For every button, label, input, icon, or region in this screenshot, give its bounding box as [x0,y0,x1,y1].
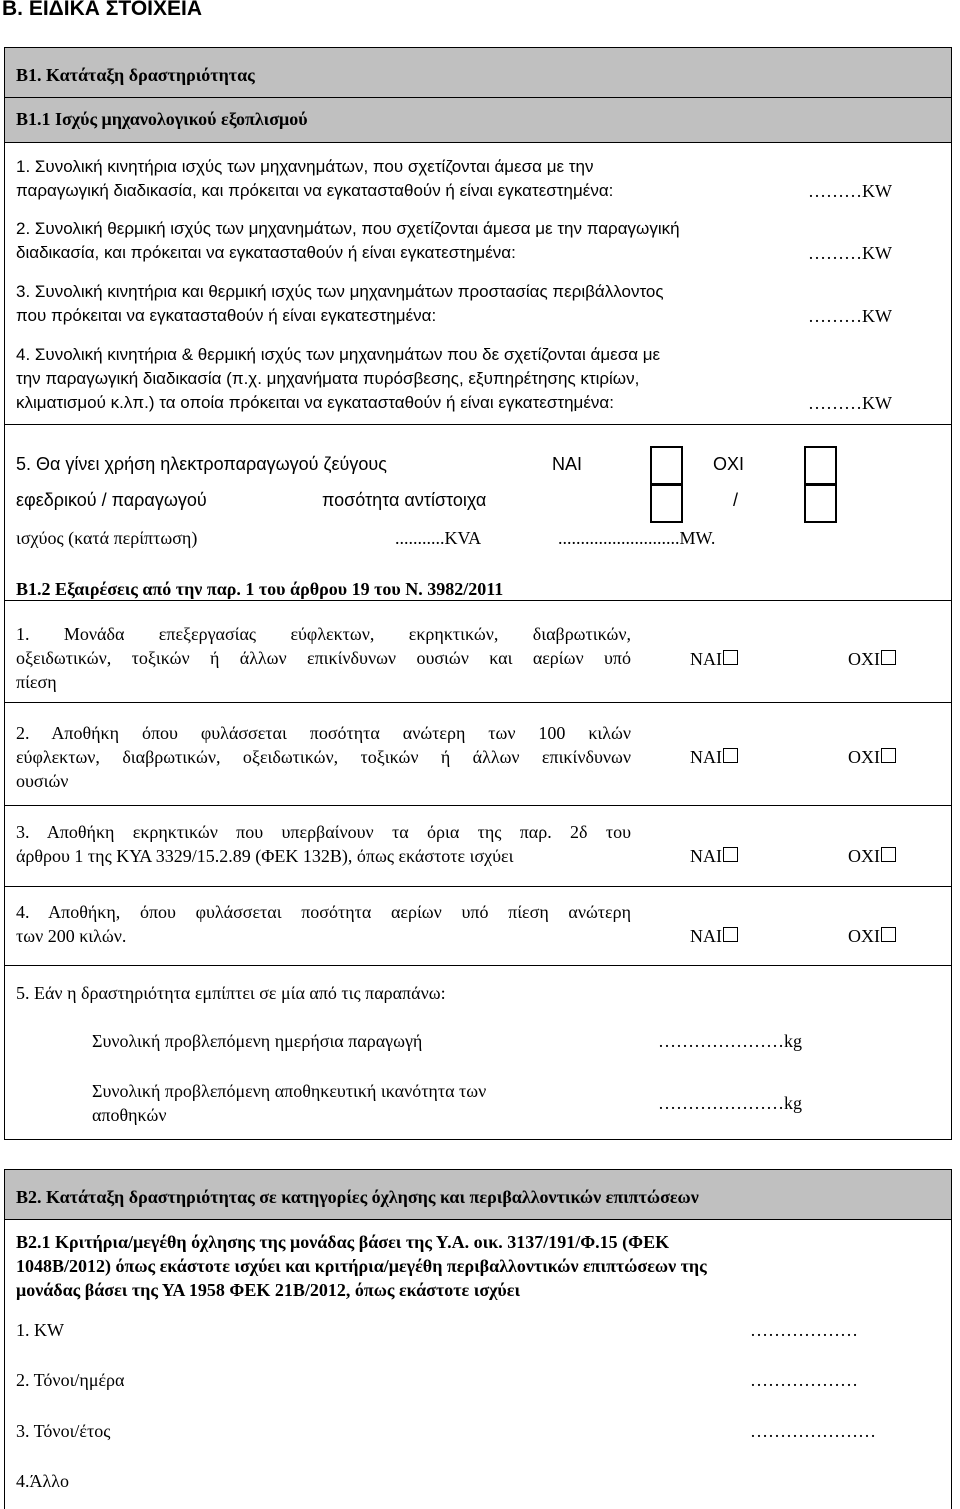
exemption-1-no[interactable]: ΟΧΙ [848,647,896,671]
generator-production-checkbox[interactable] [804,484,837,523]
b2-title: Β2. Κατάταξη δραστηριότητας σε κατηγορίες όχλησης και περιβαλλοντικών επιπτώσεων [16,1187,699,1207]
checkbox-icon[interactable] [881,748,896,763]
checkbox-icon[interactable] [723,927,738,942]
daily-production-label: Συνολική προβλεπόμενη ημερήσια παραγωγή [92,1031,423,1051]
power-item-4-value[interactable]: ………KW [808,393,892,413]
daily-production-value[interactable]: …………………kg [658,1031,802,1051]
storage-capacity-label: Συνολική προβλεπόμενη αποθηκευτική ικανότητα των αποθηκών [92,1081,487,1125]
generator-mw-field[interactable]: ...........................MW. [558,528,716,548]
power-item-3-value[interactable]: ………KW [808,306,892,326]
exemption-item-5-intro: 5. Εάν η δραστηριότητα εμπίπτει σε μία από τις παραπάνω: [16,983,446,1003]
generator-no-label: ΟΧΙ [713,454,745,474]
b2-row-3-label: 3. Τόνοι/έτος [16,1421,111,1441]
power-item-3: 3. Συνολική κινητήρια και θερμική ισχύς των μηχανημάτων προστασίας περιβάλλοντος που πρόκειται να εγκατασταθούν ή είναι εγκατεστημένα: [16,282,664,325]
generator-power-label: ισχύος (κατά περίπτωση) [16,528,198,548]
checkbox-icon[interactable] [881,847,896,862]
exemption-2-no[interactable]: ΟΧΙ [848,745,896,769]
b1-title: Β1. Κατάταξη δραστηριότητας [16,65,255,85]
exemption-1-yes[interactable]: ΝΑΙ [690,647,738,671]
checkbox-icon[interactable] [881,927,896,942]
generator-type-label: εφεδρικού / παραγωγού [16,490,207,510]
generator-yes-label: ΝΑΙ [552,454,583,474]
exemption-item-3: 3. Αποθήκη εκρηκτικών που υπερβαίνουν τα όρια της παρ. 2δ του άρθρου 1 της ΚΥΑ 3329/15.2.89 (ΦΕΚ 132Β), όπως εκάστοτε ισχύει [16,822,631,866]
exemption-item-2: 2. Αποθήκη όπου φυλάσσεται ποσότητα ανώτερη των 100 κιλών εύφλεκτων, διαβρωτικών, οξειδωτικών, τοξικών ή άλλων επικίνδυνων ουσιών [16,723,631,791]
exemption-item-1: 1. Μονάδα επεξεργασίας εύφλεκτων, εκρηκτικών, διαβρωτικών, οξειδωτικών, τοξικών ή άλλων επικίνδυνων ουσιών και αερίων υπό πίεση [16,624,631,692]
b2-row-1-value[interactable]: ……………… [750,1320,858,1340]
checkbox-icon[interactable] [881,650,896,665]
exemption-2-yes[interactable]: ΝΑΙ [690,745,738,769]
b2-1-criteria: Β2.1 Κριτήρια/μεγέθη όχλησης της μονάδας βάσει της Υ.Α. οικ. 3137/191/Φ.15 (ΦΕΚ 1048Β/2012) όπως εκάστοτε ισχύει και κριτήρια/μεγέθη περιβαλλοντικών επιπτώσεων της μονάδας βάσει της ΥΑ 1958 ΦΕΚ 21Β/2012, όπως εκάστοτε ισχύει [16,1232,707,1300]
generator-kva-field[interactable]: ...........KVA [395,528,482,548]
power-item-1-value[interactable]: ………KW [808,181,892,201]
generator-no-checkbox[interactable] [804,446,837,485]
generator-quantity-label: ποσότητα αντίστοιχα [322,490,487,510]
generator-question: 5. Θα γίνει χρήση ηλεκτροπαραγωγού ζεύγους [16,454,387,474]
b2-row-4-label: 4.Άλλο [16,1471,69,1491]
exemption-item-4: 4. Αποθήκη, όπου φυλάσσεται ποσότητα αερίων υπό πίεση ανώτερη των 200 κιλών. [16,902,631,946]
section-title: Β. ΕΙΔΙΚΑ ΣΤΟΙΧΕΙΑ [2,0,203,20]
exemption-3-no[interactable]: ΟΧΙ [848,844,896,868]
b2-row-3-value[interactable]: ………………… [750,1421,876,1441]
checkbox-icon[interactable] [723,650,738,665]
exemption-3-yes[interactable]: ΝΑΙ [690,844,738,868]
checkbox-icon[interactable] [723,748,738,763]
b2-row-2-value[interactable]: ……………… [750,1370,858,1390]
b2-row-2-label: 2. Τόνοι/ημέρα [16,1370,125,1390]
generator-yes-checkbox[interactable] [650,446,683,485]
power-item-2-value[interactable]: ………KW [808,243,892,263]
generator-slash: / [733,490,739,510]
exemption-4-no[interactable]: ΟΧΙ [848,924,896,948]
power-item-1: 1. Συνολική κινητήρια ισχύς των μηχανημάτων, που σχετίζονται άμεσα με την παραγωγική διαδικασία, και πρόκειται να εγκατασταθούν ή είναι εγκατεστημένα: [16,157,614,200]
b1-2-title: Β1.2 Εξαιρέσεις από την παρ. 1 του άρθρου 19 του Ν. 3982/2011 [16,579,504,599]
storage-capacity-value[interactable]: …………………kg [658,1093,802,1113]
power-item-4: 4. Συνολική κινητήρια & θερμική ισχύς των μηχανημάτων που δε σχετίζονται άμεσα με την παραγωγική διαδικασία (π.χ. μηχανήματα πυρόσβεσης, εξυπηρέτησης κτιρίων, κλιματισμού κ.λπ.) τα οποία πρόκειται να εγκατασταθούν ή είναι εγκατεστημένα: [16,345,661,412]
checkbox-icon[interactable] [723,847,738,862]
exemption-4-yes[interactable]: ΝΑΙ [690,924,738,948]
power-item-2: 2. Συνολική θερμική ισχύς των μηχανημάτων, που σχετίζονται άμεσα με την παραγωγική διαδικασία, και πρόκειται να εγκατασταθούν ή είναι εγκατεστημένα: [16,219,680,262]
b1-1-title: Β1.1 Ισχύς μηχανολογικού εξοπλισμού [16,109,308,129]
generator-standby-checkbox[interactable] [650,484,683,523]
b2-row-1-label: 1. KW [16,1320,64,1340]
